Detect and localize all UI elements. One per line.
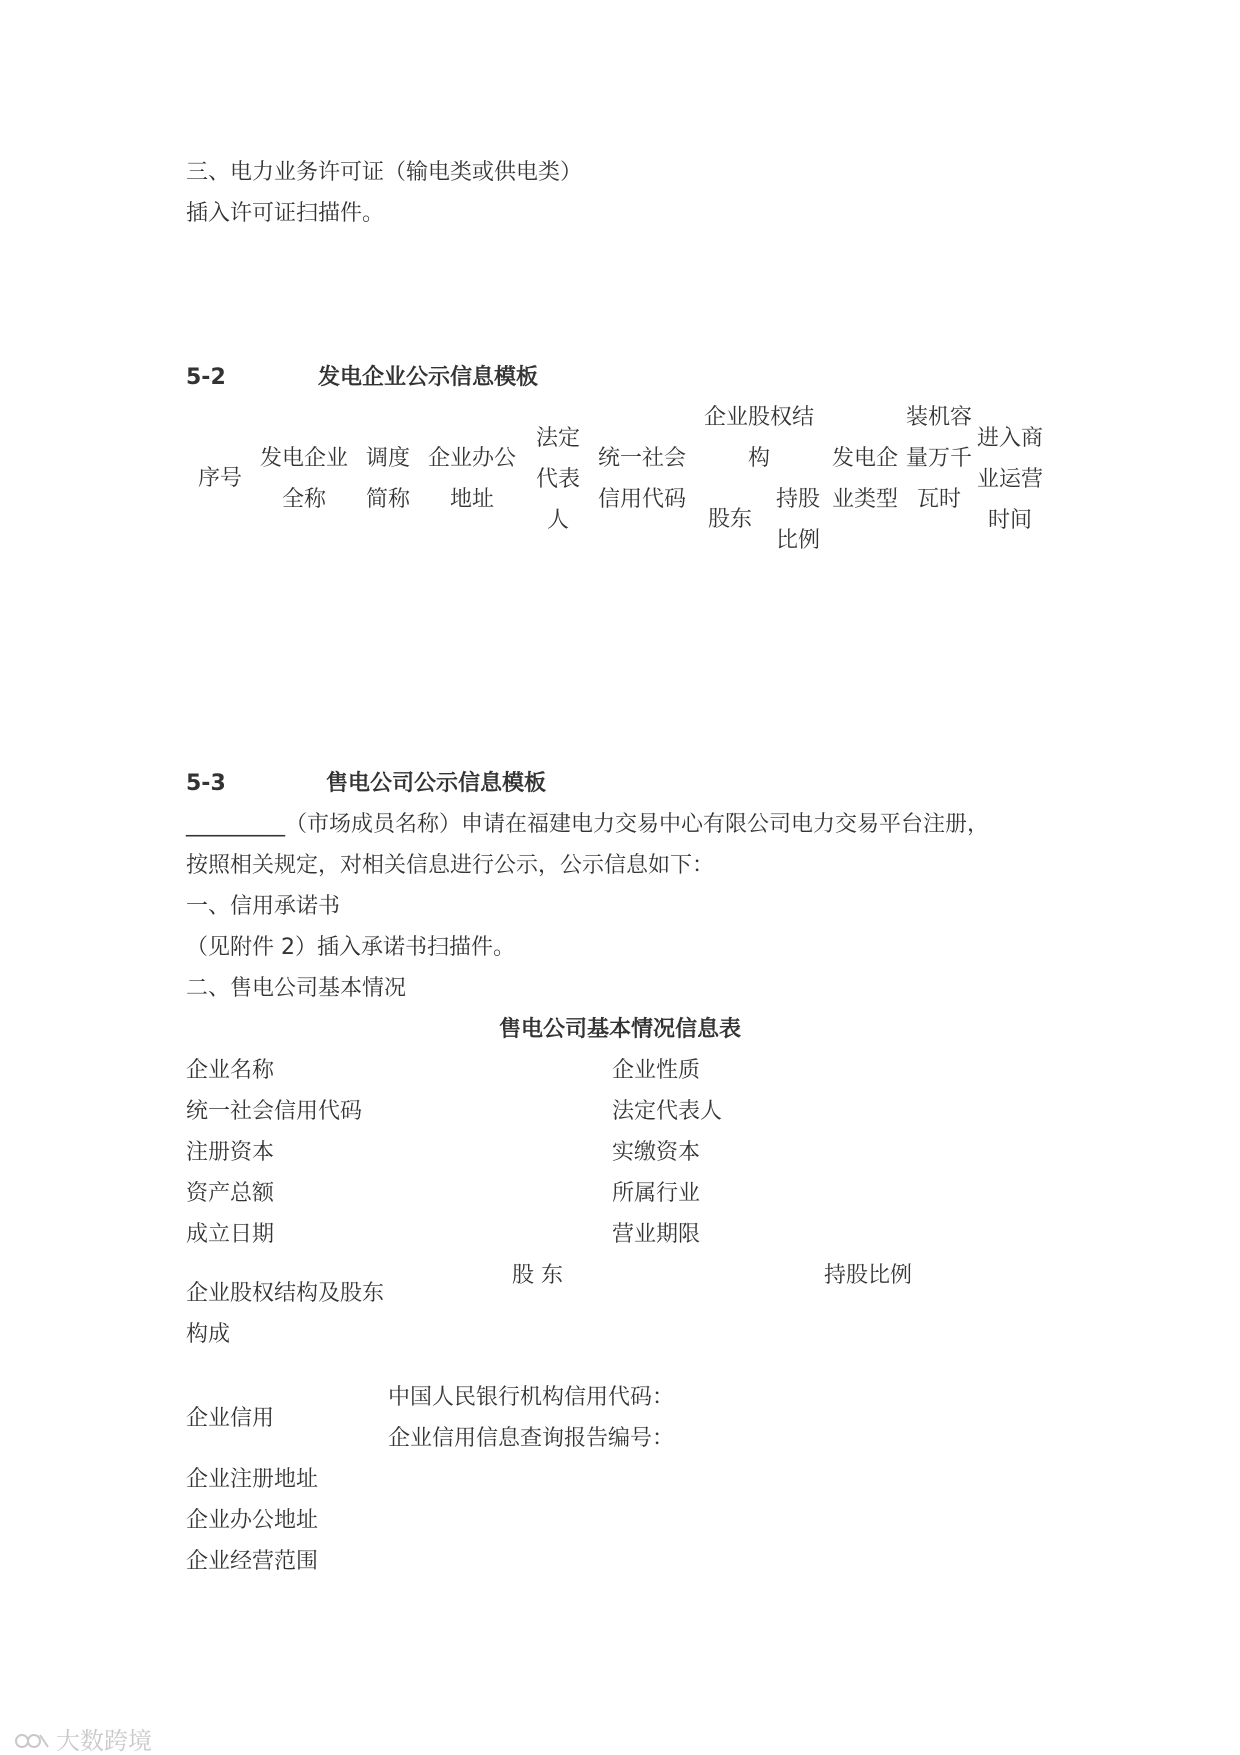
table-5-2-number: 5-2	[186, 365, 226, 390]
label-company-nature: 企业性质	[612, 1058, 701, 1083]
label-credit-report-number: 企业信用信息查询报告编号：	[388, 1426, 675, 1451]
watermark-logo-icon	[14, 1729, 50, 1753]
header-share-ratio: 持股比例	[775, 487, 820, 553]
header-equity-structure: 企业股权结构	[703, 405, 814, 471]
header-company-type: 发电企业类型	[831, 446, 898, 512]
section-heading: 三、电力业务许可证（输电类或供电类）	[186, 160, 583, 185]
label-office-address: 企业办公地址	[186, 1508, 319, 1533]
table-5-3-title: 售电公司公示信息模板	[326, 771, 547, 796]
label-industry: 所属行业	[612, 1181, 701, 1206]
label-shareholder: 股 东	[512, 1263, 563, 1288]
label-paid-capital: 实缴资本	[612, 1140, 701, 1165]
intro-line-2: 按照相关规定，对相关信息进行公示，公示信息如下：	[186, 853, 715, 878]
watermark-text: 大数跨境	[56, 1727, 152, 1755]
label-company-name: 企业名称	[186, 1058, 275, 1083]
item-credit-commitment-note: （见附件 2）插入承诺书扫描件。	[186, 935, 515, 960]
header-credit-code: 统一社会信用代码	[597, 446, 686, 512]
header-dispatch-name: 调度简称	[365, 446, 410, 512]
label-business-scope: 企业经营范围	[186, 1549, 319, 1574]
header-shareholder: 股东	[708, 507, 753, 532]
section-note: 插入许可证扫描件。	[186, 201, 385, 226]
info-table-title: 售电公司基本情况信息表	[498, 1017, 741, 1042]
watermark	[14, 1727, 152, 1755]
label-share-ratio: 持股比例	[824, 1263, 913, 1288]
header-company-name: 发电企业全称	[259, 446, 348, 512]
header-capacity: 装机容量万千瓦时	[905, 405, 972, 512]
label-pboc-credit-code: 中国人民银行机构信用代码：	[388, 1385, 675, 1410]
label-enterprise-credit: 企业信用	[186, 1406, 275, 1431]
label-credit-code: 统一社会信用代码	[186, 1099, 363, 1124]
label-registered-capital: 注册资本	[186, 1140, 275, 1165]
intro-line-1: _________（市场成员名称）申请在福建电力交易中心有限公司电力交易平台注册，	[186, 812, 990, 837]
label-founded: 成立日期	[186, 1222, 275, 1247]
header-legal-rep: 法定代表人	[535, 426, 580, 533]
label-legal-rep: 法定代表人	[612, 1099, 723, 1124]
label-business-term: 营业期限	[612, 1222, 701, 1247]
label-equity-structure: 企业股权结构及股东构成	[186, 1281, 385, 1347]
label-total-assets: 资产总额	[186, 1181, 275, 1206]
table-5-3-number: 5-3	[186, 771, 226, 796]
header-operation-time: 进入商业运营时间	[976, 426, 1043, 533]
item-credit-commitment: 一、信用承诺书	[186, 894, 341, 919]
header-seq: 序号	[197, 466, 242, 491]
table-5-2-title: 发电企业公示信息模板	[318, 365, 539, 390]
item-basic-info: 二、售电公司基本情况	[186, 976, 407, 1001]
label-registered-address: 企业注册地址	[186, 1467, 319, 1492]
header-office-address: 企业办公地址	[427, 446, 516, 512]
